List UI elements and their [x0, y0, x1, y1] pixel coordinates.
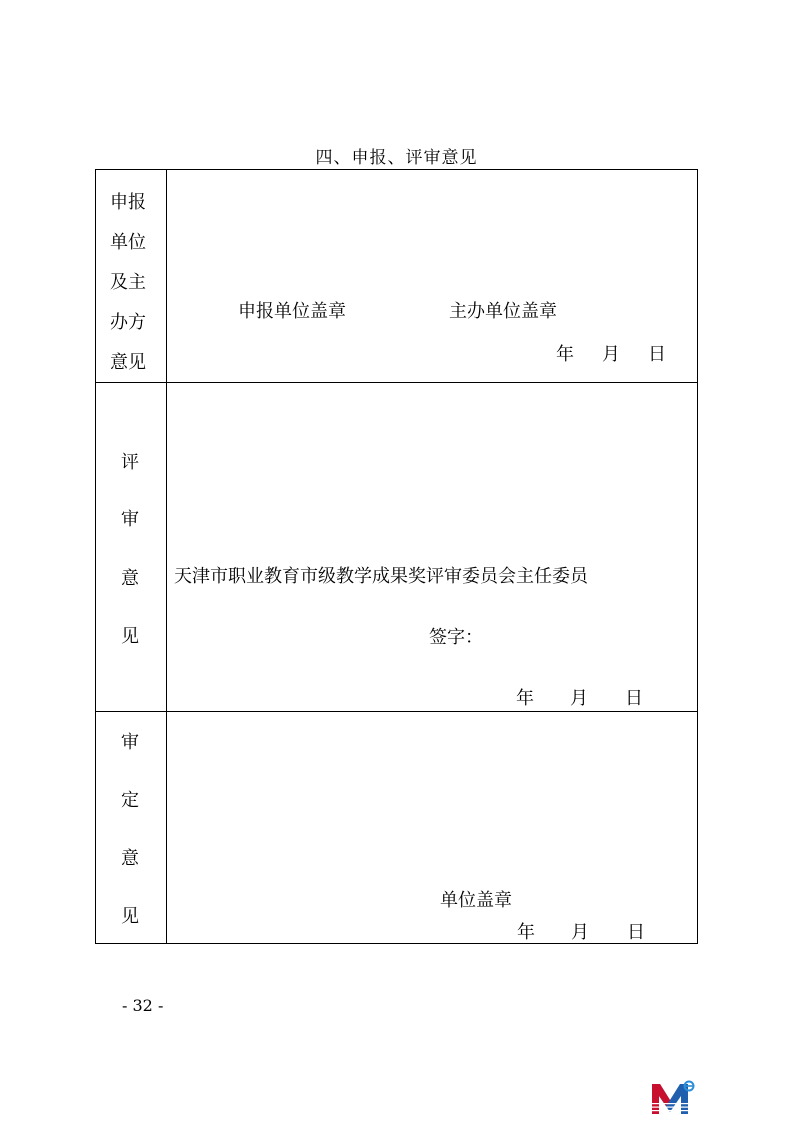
row-divider-1 [96, 382, 697, 383]
section-title: 四、申报、评审意见 [315, 148, 478, 168]
label-line: 办方 [110, 312, 146, 333]
label-line: 意见 [110, 352, 146, 373]
date-month: 月 [602, 344, 620, 365]
date-month: 月 [571, 922, 589, 943]
label-char: 评 [121, 452, 139, 473]
date-day: 日 [627, 922, 645, 943]
label-char: 审 [121, 509, 139, 530]
date-day: 日 [648, 344, 666, 365]
label-char: 意 [121, 848, 139, 869]
seal-applicant: 申报单位盖章 [238, 301, 346, 322]
signature-label: 签字： [429, 627, 483, 648]
seal-organizer: 主办单位盖章 [449, 301, 557, 322]
label-char: 见 [121, 626, 139, 647]
date-month: 月 [570, 688, 588, 709]
seal-unit: 单位盖章 [440, 890, 512, 911]
label-char: 见 [121, 906, 139, 927]
label-line: 单位 [110, 232, 146, 253]
column-divider [166, 170, 167, 943]
label-line: 及主 [110, 272, 146, 293]
date-year: 年 [516, 688, 534, 709]
row-divider-2 [96, 711, 697, 712]
label-char: 定 [121, 790, 139, 811]
date-day: 日 [625, 688, 643, 709]
label-line: 申报 [110, 192, 146, 213]
label-char: 意 [121, 568, 139, 589]
opinion-table [95, 169, 698, 944]
date-year: 年 [556, 344, 574, 365]
date-year: 年 [517, 922, 535, 943]
committee-title: 天津市职业教育市级教学成果奖评审委员会主任委员 [174, 566, 588, 587]
page-number: - 32 - [122, 996, 164, 1015]
publisher-logo-icon [650, 1080, 696, 1116]
label-char: 审 [121, 732, 139, 753]
